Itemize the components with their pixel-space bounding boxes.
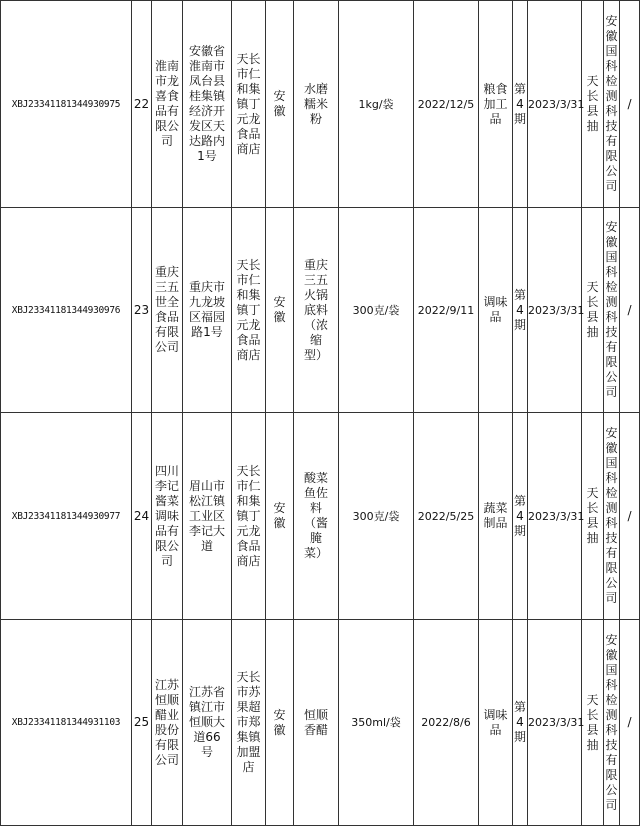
production-date: 2022/5/25 bbox=[414, 413, 479, 620]
province: 安徽 bbox=[273, 501, 286, 530]
production-date: 2022/8/6 bbox=[414, 620, 479, 826]
food-category: 调味品 bbox=[483, 707, 508, 737]
remark: / bbox=[620, 620, 640, 826]
inspection-agency: 安徽国科检测科技有限公司 bbox=[605, 220, 618, 399]
issue-number: 第4期 bbox=[513, 700, 526, 744]
row-index: 22 bbox=[132, 1, 152, 208]
issue-number: 第4期 bbox=[513, 81, 526, 126]
table-row bbox=[1, 208, 640, 413]
seller-name: 天长市苏果超市郑集镇加盟店 bbox=[236, 670, 261, 774]
table-row bbox=[1, 1, 640, 208]
task-source: 天长县抽 bbox=[586, 692, 599, 752]
task-source: 天长县抽 bbox=[586, 486, 599, 545]
production-date: 2022/12/5 bbox=[414, 1, 479, 208]
product-spec: 1kg/袋 bbox=[339, 1, 414, 208]
task-source: 天长县抽 bbox=[586, 280, 599, 339]
manufacturer-name: 淮南市龙喜食品有限公司 bbox=[154, 59, 179, 148]
table-row bbox=[1, 413, 640, 620]
notice-date: 2023/3/31 bbox=[528, 413, 582, 620]
manufacturer-name: 江苏恒顺醋业股份有限公司 bbox=[154, 677, 179, 767]
remark: / bbox=[620, 1, 640, 208]
product-spec: 300克/袋 bbox=[339, 413, 414, 620]
product-name: 酸菜鱼佐料（酱腌菜） bbox=[303, 471, 328, 560]
inspection-agency: 安徽国科检测科技有限公司 bbox=[605, 632, 618, 812]
row-index: 24 bbox=[132, 413, 152, 620]
task-source: 天长县抽 bbox=[586, 74, 599, 133]
manufacturer-address: 眉山市松江镇工业区李记大道 bbox=[188, 478, 225, 553]
notice-date: 2023/3/31 bbox=[528, 620, 582, 826]
table-row bbox=[1, 620, 640, 826]
product-name: 重庆三五火锅底料（浓缩型） bbox=[303, 257, 328, 362]
issue-number: 第4期 bbox=[513, 493, 526, 538]
province: 安徽 bbox=[273, 89, 286, 118]
notice-date: 2023/3/31 bbox=[528, 1, 582, 208]
row-index: 25 bbox=[132, 620, 152, 826]
row-index: 23 bbox=[132, 208, 152, 413]
remark: / bbox=[620, 413, 640, 620]
food-category: 粮食加工品 bbox=[483, 81, 508, 126]
product-spec: 300克/袋 bbox=[339, 208, 414, 413]
product-name: 水磨糯米粉 bbox=[303, 81, 328, 126]
province: 安徽 bbox=[273, 707, 286, 737]
sample-code: XBJ23341181344931103 bbox=[1, 620, 132, 826]
notice-date: 2023/3/31 bbox=[528, 208, 582, 413]
seller-name: 天长市仁和集镇丁元龙食品商店 bbox=[236, 463, 261, 568]
issue-number: 第4期 bbox=[513, 287, 526, 332]
inspection-agency: 安徽国科检测科技有限公司 bbox=[605, 426, 618, 605]
seller-name: 天长市仁和集镇丁元龙食品商店 bbox=[236, 51, 261, 156]
seller-name: 天长市仁和集镇丁元龙食品商店 bbox=[236, 257, 261, 362]
sample-code: XBJ23341181344930975 bbox=[1, 1, 132, 208]
sample-code: XBJ23341181344930976 bbox=[1, 208, 132, 413]
production-date: 2022/9/11 bbox=[414, 208, 479, 413]
food-category: 调味品 bbox=[483, 295, 508, 324]
inspection-agency: 安徽国科检测科技有限公司 bbox=[605, 14, 618, 193]
sample-code: XBJ23341181344930977 bbox=[1, 413, 132, 620]
manufacturer-address: 安徽省淮南市凤台县桂集镇经济开发区天达路内1号 bbox=[188, 44, 225, 163]
food-category: 蔬菜制品 bbox=[483, 501, 508, 530]
manufacturer-address: 重庆市九龙坡区福园路1号 bbox=[188, 280, 225, 339]
product-name: 恒顺香醋 bbox=[303, 707, 328, 737]
remark: / bbox=[620, 208, 640, 413]
province: 安徽 bbox=[273, 295, 286, 324]
manufacturer-address: 江苏省镇江市恒顺大道66号 bbox=[188, 685, 225, 759]
product-spec: 350ml/袋 bbox=[339, 620, 414, 826]
manufacturer-name: 四川李记酱菜调味品有限公司 bbox=[154, 463, 179, 568]
manufacturer-name: 重庆三五世全食品有限公司 bbox=[154, 265, 179, 354]
